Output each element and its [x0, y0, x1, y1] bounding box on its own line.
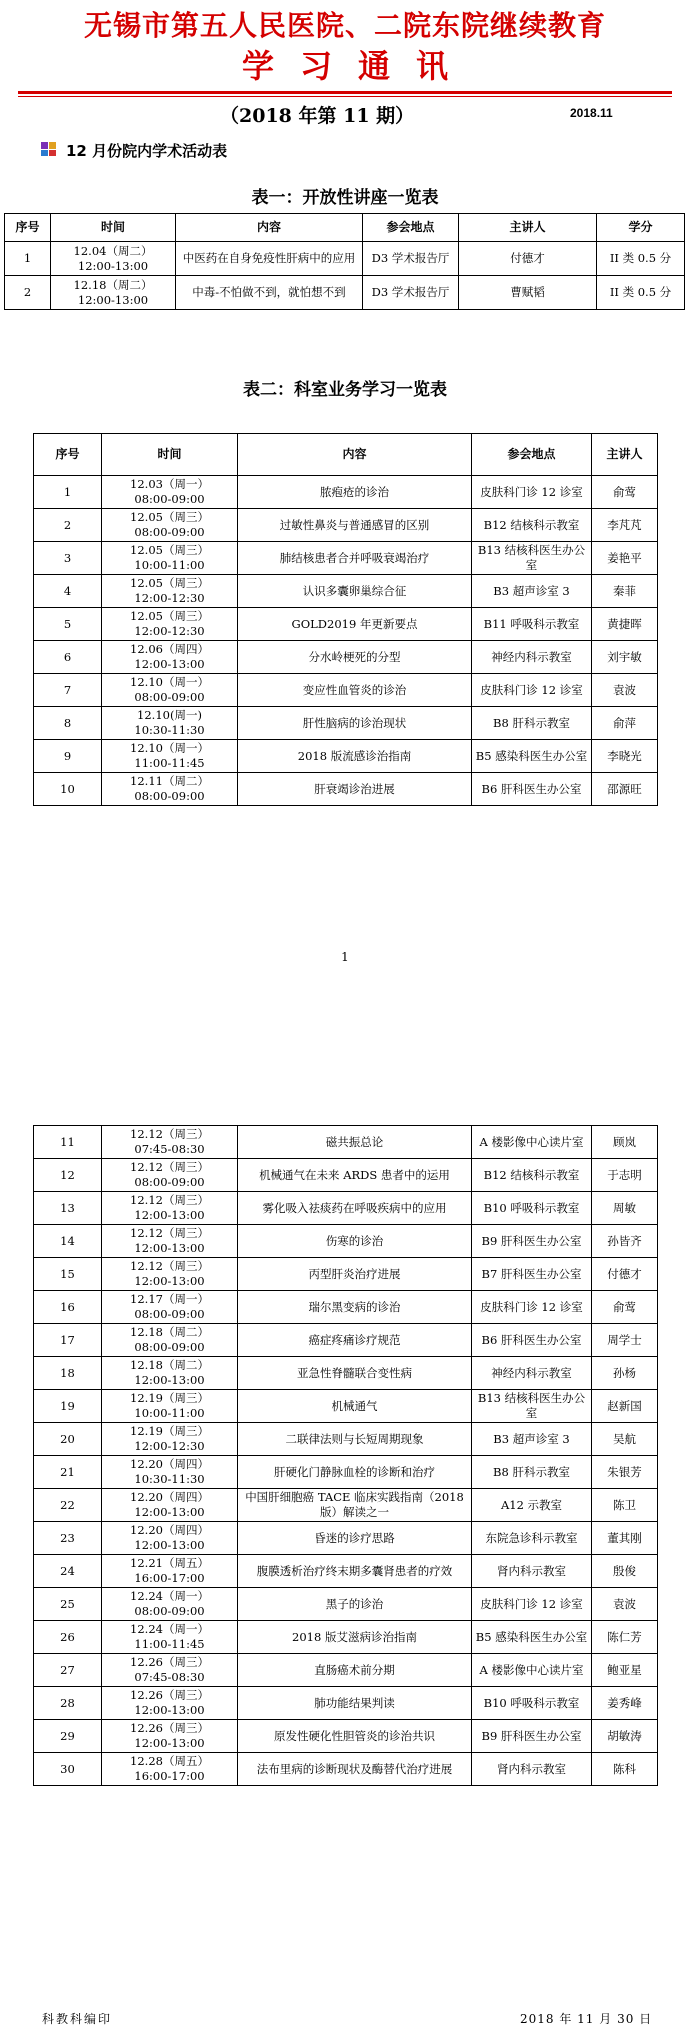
content-cell: 2018 版艾滋病诊治指南: [238, 1621, 472, 1654]
table-row: [34, 575, 658, 608]
content-cell: 中毒-不怕做不到，就怕想不到: [176, 276, 363, 310]
time-cell: [102, 707, 238, 740]
time-cell: [51, 242, 176, 276]
time-cell: [102, 1192, 238, 1225]
date-text: 12.26（周三）: [130, 1655, 209, 1669]
table-row: [34, 608, 658, 641]
no-cell: 13: [34, 1192, 102, 1225]
content-cell: 亚急性脊髓联合变性病: [238, 1357, 472, 1390]
location-cell: B3 超声诊室 3: [472, 575, 592, 608]
time-cell: [102, 740, 238, 773]
speaker-cell: 殷俊: [592, 1555, 658, 1588]
location-cell: B10 呼吸科示教室: [472, 1192, 592, 1225]
time-text: 12:00-13:00: [134, 1274, 205, 1288]
date-text: 12.18（周二）: [130, 1358, 209, 1372]
content-cell: 直肠癌术前分期: [238, 1654, 472, 1687]
footer-date: 2018 年 11 月 30 日: [520, 2012, 653, 2026]
date-text: 12.12（周三）: [130, 1160, 209, 1174]
date-text: 12.05（周三）: [130, 576, 209, 590]
date-text: 12.26（周三）: [130, 1688, 209, 1702]
location-cell: B13 结核科医生办公室: [472, 1390, 592, 1423]
date-text: 12.12（周三）: [130, 1127, 209, 1141]
location-cell: 神经内科示教室: [472, 641, 592, 674]
date-text: 12.11（周二）: [130, 774, 209, 788]
no-cell: 27: [34, 1654, 102, 1687]
column-header: 内容: [176, 214, 363, 242]
time-text: 12:00-13:00: [134, 657, 205, 671]
content-cell: 昏迷的诊疗思路: [238, 1522, 472, 1555]
date-text: 12.06（周四）: [130, 642, 209, 656]
date-text: 12.19（周三）: [130, 1424, 209, 1438]
table-row: [34, 1258, 658, 1291]
time-cell: [102, 1489, 238, 1522]
table1-title: 表一：开放性讲座一览表: [251, 188, 439, 208]
location-cell: B7 肝科医生办公室: [472, 1258, 592, 1291]
time-text: 12:00-13:00: [134, 1241, 205, 1255]
content-cell: GOLD2019 年更新要点: [238, 608, 472, 641]
date-text: 12.12（周三）: [130, 1259, 209, 1273]
bookmark-icon: [40, 140, 58, 158]
location-cell: B10 呼吸科示教室: [472, 1687, 592, 1720]
table-row: [34, 1456, 658, 1489]
no-cell: 21: [34, 1456, 102, 1489]
no-cell: 9: [34, 740, 102, 773]
speaker-cell: 陈科: [592, 1753, 658, 1786]
no-cell: 5: [34, 608, 102, 641]
content-cell: 二联律法则与长短周期现象: [238, 1423, 472, 1456]
date-text: 12.10(周一): [137, 708, 202, 722]
location-cell: B9 肝科医生办公室: [472, 1225, 592, 1258]
content-cell: 机械通气在未来 ARDS 患者中的运用: [238, 1159, 472, 1192]
content-cell: 脓疱疮的诊治: [238, 476, 472, 509]
table-row: [34, 1357, 658, 1390]
time-text: 08:00-09:00: [134, 789, 205, 803]
no-cell: 30: [34, 1753, 102, 1786]
location-cell: B8 肝科示教室: [472, 1456, 592, 1489]
column-header: 内容: [238, 434, 472, 476]
no-cell: 1: [5, 242, 51, 276]
no-cell: 15: [34, 1258, 102, 1291]
date-text: 12.10（周一）: [130, 741, 209, 755]
header-rule-thick: [18, 91, 672, 94]
speaker-cell: 赵新国: [592, 1390, 658, 1423]
lecture-table: [4, 213, 685, 310]
table-row: [34, 1687, 658, 1720]
table-row: [34, 674, 658, 707]
content-cell: 肝硬化门静脉血栓的诊断和治疗: [238, 1456, 472, 1489]
no-cell: 10: [34, 773, 102, 806]
time-cell: [102, 1621, 238, 1654]
issue-date: 2018.11: [570, 106, 613, 120]
time-cell: [102, 1357, 238, 1390]
speaker-cell: 孙杨: [592, 1357, 658, 1390]
location-cell: D3 学术报告厅: [363, 276, 459, 310]
no-cell: 2: [34, 509, 102, 542]
speaker-cell: 李芃芃: [592, 509, 658, 542]
time-cell: [102, 674, 238, 707]
credit-cell: II 类 0.5 分: [597, 242, 685, 276]
no-cell: 2: [5, 276, 51, 310]
speaker-cell: 姜秀峰: [592, 1687, 658, 1720]
time-text: 11:00-11:45: [134, 1637, 205, 1651]
date-text: 12.20（周四）: [130, 1457, 209, 1471]
speaker-cell: 曹赋韬: [459, 276, 597, 310]
time-text: 08:00-09:00: [134, 525, 205, 539]
time-text: 12:00-13:00: [134, 1538, 205, 1552]
date-text: 12.26（周三）: [130, 1721, 209, 1735]
study-table-page2: [33, 1125, 658, 1786]
location-cell: 东院急诊科示教室: [472, 1522, 592, 1555]
speaker-cell: 胡敏涛: [592, 1720, 658, 1753]
time-text: 12:00-13:00: [77, 258, 149, 273]
content-cell: 中国肝细胞癌 TACE 临床实践指南（2018 版）解读之一: [238, 1489, 472, 1522]
location-cell: B12 结核科示教室: [472, 509, 592, 542]
time-cell: [102, 1687, 238, 1720]
table-row: [34, 1753, 658, 1786]
table-row: [34, 1588, 658, 1621]
time-text: 08:00-09:00: [134, 690, 205, 704]
column-header: 序号: [34, 434, 102, 476]
time-cell: [102, 773, 238, 806]
speaker-cell: 董其刚: [592, 1522, 658, 1555]
time-text: 08:00-09:00: [134, 492, 205, 506]
speaker-cell: 姜艳平: [592, 542, 658, 575]
time-cell: [102, 1588, 238, 1621]
location-cell: 皮肤科门诊 12 诊室: [472, 1588, 592, 1621]
table-row: [34, 476, 658, 509]
speaker-cell: 顾岚: [592, 1126, 658, 1159]
time-cell: [102, 1555, 238, 1588]
location-cell: B12 结核科示教室: [472, 1159, 592, 1192]
table-row: [34, 1654, 658, 1687]
date-text: 12.12（周三）: [130, 1193, 209, 1207]
table-row: [34, 542, 658, 575]
column-header: 学分: [597, 214, 685, 242]
no-cell: 8: [34, 707, 102, 740]
no-cell: 26: [34, 1621, 102, 1654]
time-text: 10:30-11:30: [134, 723, 205, 737]
time-cell: [102, 1720, 238, 1753]
time-cell: [102, 1522, 238, 1555]
speaker-cell: 于志明: [592, 1159, 658, 1192]
date-text: 12.24（周一）: [130, 1589, 209, 1603]
no-cell: 28: [34, 1687, 102, 1720]
no-cell: 7: [34, 674, 102, 707]
content-cell: 过敏性鼻炎与普通感冒的区别: [238, 509, 472, 542]
location-cell: B13 结核科医生办公室: [472, 542, 592, 575]
table-row: [34, 1720, 658, 1753]
section-title: 12 月份院内学术活动表: [66, 142, 228, 160]
content-cell: 中医药在自身免疫性肝病中的应用: [176, 242, 363, 276]
column-header: 主讲人: [459, 214, 597, 242]
time-text: 12:00-13:00: [134, 1736, 205, 1750]
table-row: [34, 1423, 658, 1456]
column-header: 序号: [5, 214, 51, 242]
speaker-cell: 付德才: [592, 1258, 658, 1291]
newsletter-title: 无锡市第五人民医院、二院东院继续教育: [83, 9, 606, 42]
date-text: 12.12（周三）: [130, 1226, 209, 1240]
table-row: [34, 1390, 658, 1423]
speaker-cell: 邵源旺: [592, 773, 658, 806]
location-cell: 皮肤科门诊 12 诊室: [472, 674, 592, 707]
time-cell: [102, 1753, 238, 1786]
time-cell: [102, 1126, 238, 1159]
location-cell: 神经内科示教室: [472, 1357, 592, 1390]
speaker-cell: 俞莺: [592, 1291, 658, 1324]
table-row: [34, 1192, 658, 1225]
content-cell: 肝性脑病的诊治现状: [238, 707, 472, 740]
location-cell: B3 超声诊室 3: [472, 1423, 592, 1456]
location-cell: 皮肤科门诊 12 诊室: [472, 476, 592, 509]
time-cell: [102, 1258, 238, 1291]
date-text: 12.18（周二）: [73, 277, 153, 292]
time-cell: [102, 542, 238, 575]
time-text: 12:00-12:30: [134, 591, 205, 605]
date-text: 12.18（周二）: [130, 1325, 209, 1339]
time-text: 12:00-13:00: [77, 292, 149, 307]
time-cell: [102, 1291, 238, 1324]
no-cell: 4: [34, 575, 102, 608]
no-cell: 12: [34, 1159, 102, 1192]
location-cell: B6 肝科医生办公室: [472, 1324, 592, 1357]
date-text: 12.17（周一）: [130, 1292, 209, 1306]
header-rule-thin: [18, 96, 672, 97]
footer-publisher: 科教科编印: [42, 2012, 113, 2026]
speaker-cell: 秦菲: [592, 575, 658, 608]
location-cell: 肾内科示教室: [472, 1753, 592, 1786]
location-cell: B6 肝科医生办公室: [472, 773, 592, 806]
no-cell: 17: [34, 1324, 102, 1357]
speaker-cell: 吴航: [592, 1423, 658, 1456]
date-text: 12.24（周一）: [130, 1622, 209, 1636]
time-text: 07:45-08:30: [134, 1670, 205, 1684]
table-row: [34, 641, 658, 674]
no-cell: 29: [34, 1720, 102, 1753]
time-text: 11:00-11:45: [134, 756, 205, 770]
speaker-cell: 刘宇敏: [592, 641, 658, 674]
content-cell: 丙型肝炎治疗进展: [238, 1258, 472, 1291]
content-cell: 法布里病的诊断现状及酶替代治疗进展: [238, 1753, 472, 1786]
content-cell: 认识多囊卵巢综合征: [238, 575, 472, 608]
content-cell: 分水岭梗死的分型: [238, 641, 472, 674]
column-header: 主讲人: [592, 434, 658, 476]
speaker-cell: 陈仁芳: [592, 1621, 658, 1654]
table-row: [34, 1291, 658, 1324]
time-cell: [102, 1654, 238, 1687]
location-cell: 肾内科示教室: [472, 1555, 592, 1588]
table-row: [34, 1555, 658, 1588]
content-cell: 黑子的诊治: [238, 1588, 472, 1621]
time-text: 08:00-09:00: [134, 1175, 205, 1189]
time-text: 12:00-13:00: [134, 1505, 205, 1519]
location-cell: A12 示教室: [472, 1489, 592, 1522]
table-row: [34, 1324, 658, 1357]
column-header: 参会地点: [363, 214, 459, 242]
no-cell: 22: [34, 1489, 102, 1522]
time-text: 12:00-13:00: [134, 1373, 205, 1387]
location-cell: A 楼影像中心读片室: [472, 1126, 592, 1159]
location-cell: A 楼影像中心读片室: [472, 1654, 592, 1687]
content-cell: 变应性血管炎的诊治: [238, 674, 472, 707]
time-cell: [102, 608, 238, 641]
no-cell: 14: [34, 1225, 102, 1258]
speaker-cell: 周学士: [592, 1324, 658, 1357]
time-cell: [102, 1324, 238, 1357]
time-cell: [102, 1390, 238, 1423]
speaker-cell: 付德才: [459, 242, 597, 276]
no-cell: 25: [34, 1588, 102, 1621]
no-cell: 20: [34, 1423, 102, 1456]
time-text: 07:45-08:30: [134, 1142, 205, 1156]
content-cell: 伤寒的诊治: [238, 1225, 472, 1258]
date-text: 12.20（周四）: [130, 1490, 209, 1504]
no-cell: 19: [34, 1390, 102, 1423]
time-text: 16:00-17:00: [134, 1769, 205, 1783]
table-row: [34, 1225, 658, 1258]
content-cell: 腹膜透析治疗终末期多囊肾患者的疗效: [238, 1555, 472, 1588]
column-header: 参会地点: [472, 434, 592, 476]
location-cell: B5 感染科医生办公室: [472, 740, 592, 773]
speaker-cell: 陈卫: [592, 1489, 658, 1522]
time-cell: [102, 1423, 238, 1456]
time-cell: [102, 509, 238, 542]
page-number: 1: [341, 950, 349, 964]
no-cell: 3: [34, 542, 102, 575]
table-row: [34, 740, 658, 773]
table-row: [34, 707, 658, 740]
no-cell: 6: [34, 641, 102, 674]
table-row: [34, 1159, 658, 1192]
speaker-cell: 俞萍: [592, 707, 658, 740]
content-cell: 癌症疼痛诊疗规范: [238, 1324, 472, 1357]
time-text: 10:00-11:00: [134, 558, 205, 572]
table-row: [34, 1522, 658, 1555]
newsletter-subtitle: 学习通讯: [241, 47, 474, 85]
table-row: [34, 773, 658, 806]
speaker-cell: 黄捷晖: [592, 608, 658, 641]
location-cell: B5 感染科医生办公室: [472, 1621, 592, 1654]
table2-title: 表二：科室业务学习一览表: [243, 380, 447, 400]
time-text: 12:00-13:00: [134, 1208, 205, 1222]
date-text: 12.19（周三）: [130, 1391, 209, 1405]
time-cell: [102, 1159, 238, 1192]
location-cell: B11 呼吸科示教室: [472, 608, 592, 641]
issue-number: （2018 年第 11 期）: [220, 105, 415, 127]
time-text: 08:00-09:00: [134, 1340, 205, 1354]
time-cell: [102, 575, 238, 608]
time-text: 08:00-09:00: [134, 1307, 205, 1321]
table-row: [5, 242, 685, 276]
date-text: 12.04（周二）: [73, 243, 153, 258]
time-cell: [51, 276, 176, 310]
content-cell: 肝衰竭诊治进展: [238, 773, 472, 806]
date-text: 12.03（周一）: [130, 477, 209, 491]
time-text: 12:00-13:00: [134, 1703, 205, 1717]
time-text: 10:00-11:00: [134, 1406, 205, 1420]
content-cell: 肺结核患者合并呼吸衰竭治疗: [238, 542, 472, 575]
content-cell: 雾化吸入祛痰药在呼吸疾病中的应用: [238, 1192, 472, 1225]
speaker-cell: 鲍亚星: [592, 1654, 658, 1687]
time-cell: [102, 476, 238, 509]
column-header: 时间: [102, 434, 238, 476]
date-text: 12.05（周三）: [130, 543, 209, 557]
speaker-cell: 朱银芳: [592, 1456, 658, 1489]
no-cell: 18: [34, 1357, 102, 1390]
content-cell: 磁共振总论: [238, 1126, 472, 1159]
time-cell: [102, 1225, 238, 1258]
time-cell: [102, 641, 238, 674]
location-cell: D3 学术报告厅: [363, 242, 459, 276]
table-row: [34, 1489, 658, 1522]
date-text: 12.05（周三）: [130, 510, 209, 524]
time-text: 16:00-17:00: [134, 1571, 205, 1585]
study-table-page1: [33, 433, 658, 806]
content-cell: 原发性硬化性胆管炎的诊治共识: [238, 1720, 472, 1753]
date-text: 12.10（周一）: [130, 675, 209, 689]
time-cell: [102, 1456, 238, 1489]
column-header: 时间: [51, 214, 176, 242]
content-cell: 2018 版流感诊治指南: [238, 740, 472, 773]
no-cell: 11: [34, 1126, 102, 1159]
speaker-cell: 俞莺: [592, 476, 658, 509]
table-row: [34, 1126, 658, 1159]
time-text: 12:00-12:30: [134, 624, 205, 638]
date-text: 12.21（周五）: [130, 1556, 209, 1570]
speaker-cell: 袁波: [592, 674, 658, 707]
speaker-cell: 孙皆齐: [592, 1225, 658, 1258]
speaker-cell: 周敏: [592, 1192, 658, 1225]
time-text: 08:00-09:00: [134, 1604, 205, 1618]
credit-cell: II 类 0.5 分: [597, 276, 685, 310]
location-cell: B8 肝科示教室: [472, 707, 592, 740]
no-cell: 16: [34, 1291, 102, 1324]
date-text: 12.28（周五）: [130, 1754, 209, 1768]
time-text: 10:30-11:30: [134, 1472, 205, 1486]
no-cell: 1: [34, 476, 102, 509]
speaker-cell: 李晓光: [592, 740, 658, 773]
speaker-cell: 袁波: [592, 1588, 658, 1621]
no-cell: 23: [34, 1522, 102, 1555]
content-cell: 瑞尔黑变病的诊治: [238, 1291, 472, 1324]
date-text: 12.20（周四）: [130, 1523, 209, 1537]
location-cell: 皮肤科门诊 12 诊室: [472, 1291, 592, 1324]
table-row: [5, 276, 685, 310]
content-cell: 机械通气: [238, 1390, 472, 1423]
time-text: 12:00-12:30: [134, 1439, 205, 1453]
date-text: 12.05（周三）: [130, 609, 209, 623]
content-cell: 肺功能结果判读: [238, 1687, 472, 1720]
table-row: [34, 509, 658, 542]
table-row: [34, 1621, 658, 1654]
no-cell: 24: [34, 1555, 102, 1588]
location-cell: B9 肝科医生办公室: [472, 1720, 592, 1753]
